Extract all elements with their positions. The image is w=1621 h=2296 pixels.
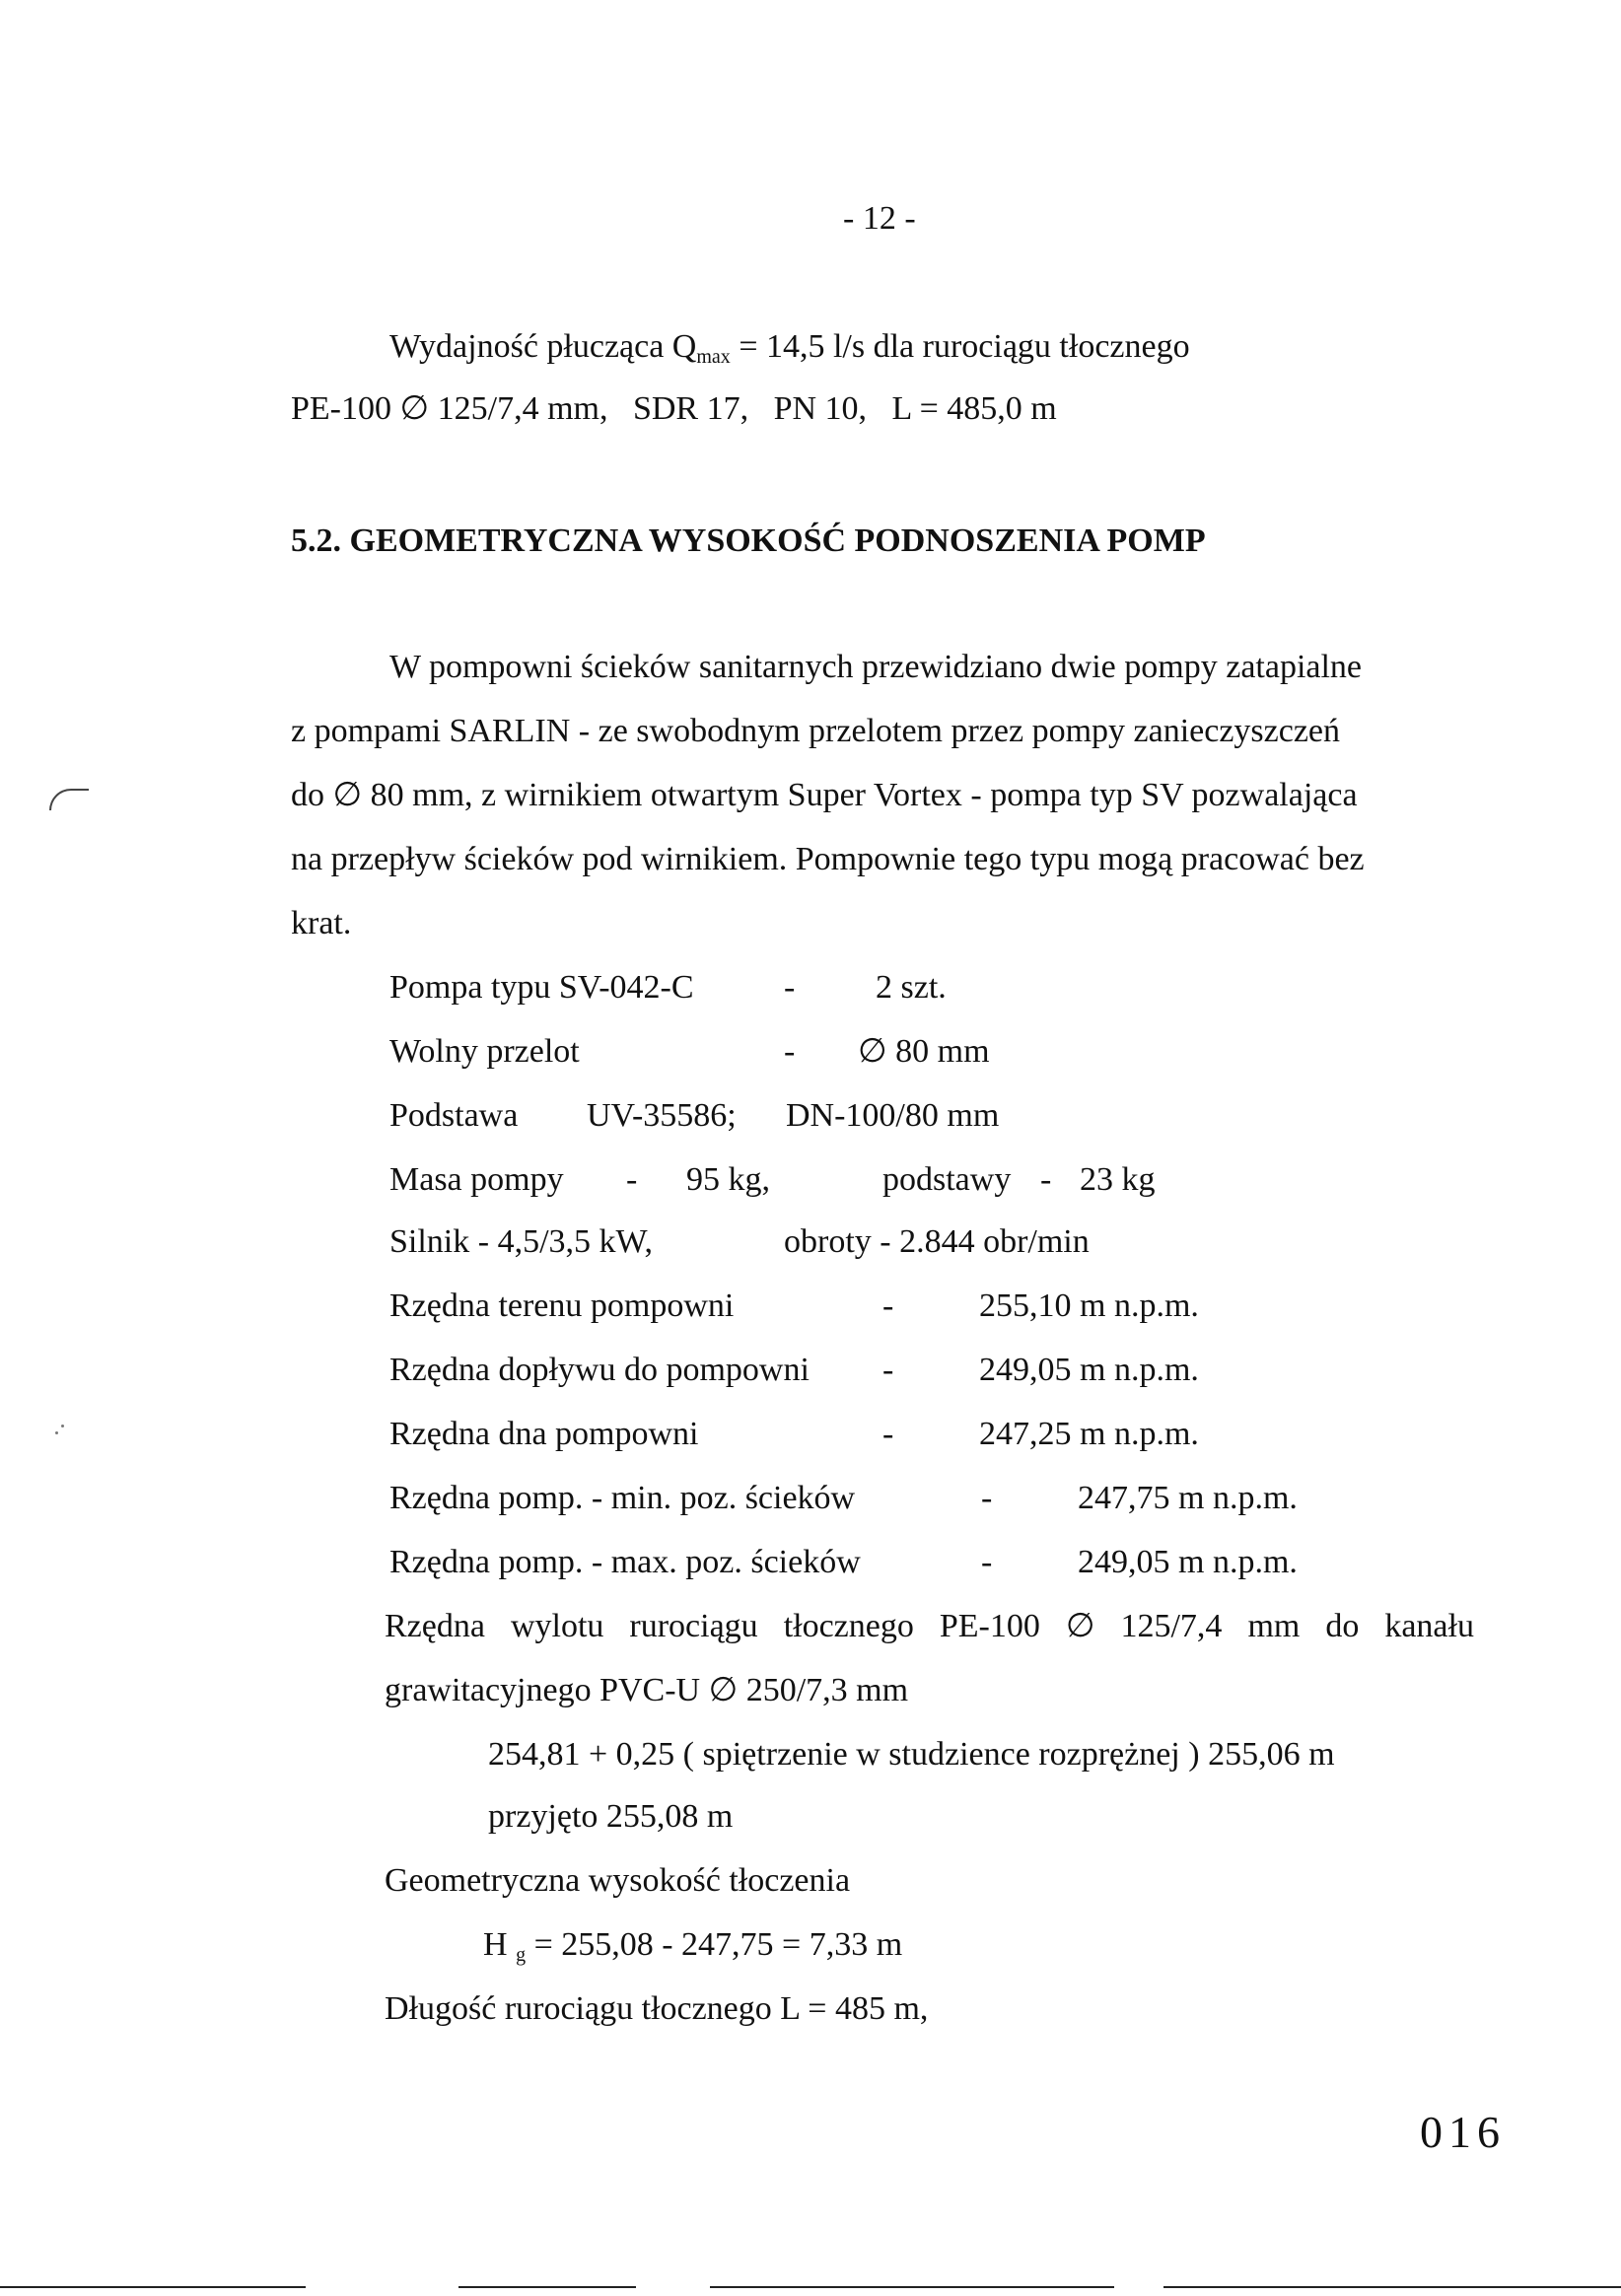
outlet-word: wylotu [510,1608,604,1644]
outlet-word: mm [1247,1608,1301,1644]
spec-mass-label: Masa pompy [389,1161,564,1198]
scan-line [710,2286,1114,2288]
spec-passage-dash: - [784,1033,796,1070]
spec-base-dn: DN-100/80 mm [786,1097,1000,1134]
spec-base-model: UV-35586; [587,1097,737,1134]
spec-min-level-value: 247,75 m n.p.m. [1078,1480,1298,1516]
spec-terrain-dash: - [882,1287,894,1324]
flow-line-2: PE-100 ∅ 125/7,4 mm, SDR 17, PN 10, L = 485,0 m [291,390,1057,427]
section-heading: 5.2. GEOMETRYCZNA WYSOKOŚĆ PODNOSZENIA POMP [291,522,1206,559]
spec-terrain-label: Rzędna terenu pompowni [389,1287,735,1324]
geometric-formula [483,1928,902,1965]
spec-bottom-label: Rzędna dna pompowni [389,1416,699,1452]
spec-inflow-label: Rzędna dopływu do pompowni [389,1352,810,1388]
outlet-line-2: grawitacyjnego PVC-U ∅ 250/7,3 mm [385,1672,909,1708]
spec-passage-label: Wolny przelot [389,1033,580,1070]
outlet-word: Rzędna [385,1608,485,1644]
spec-inflow-value: 249,05 m n.p.m. [979,1352,1199,1388]
formula-h: H [483,1926,508,1963]
scan-line [0,2286,306,2288]
spec-terrain-value: 255,10 m n.p.m. [979,1287,1199,1324]
margin-mark [49,789,89,810]
scan-dot [55,1431,58,1434]
spec-max-level-label: Rzędna pomp. - max. poz. ścieków [389,1544,861,1580]
outlet-line-1 [385,1610,1474,1643]
outlet-word: ∅ [1065,1608,1095,1644]
outlet-word: 125/7,4 [1120,1608,1223,1644]
footer-code: 016 [1420,2107,1506,2157]
spec-base-label: Podstawa [389,1097,519,1134]
spec-pump-type-value: 2 szt. [876,969,947,1006]
paragraph-line-2: z pompami SARLIN - ze swobodnym przelotem przez pompy zanieczyszczeń [291,713,1341,749]
flow-line-1-post: = 14,5 l/s dla rurociągu tłocznego [730,328,1190,365]
scan-dot [61,1425,64,1427]
flow-line-1 [389,330,1190,367]
spec-bottom-value: 247,25 m n.p.m. [979,1416,1199,1452]
spec-motor-label: Silnik - 4,5/3,5 kW, [389,1223,653,1260]
paragraph-line-1: W pompowni ścieków sanitarnych przewidziano dwie pompy zatapialne [389,649,1363,685]
scan-line [1163,2286,1621,2288]
flow-line-1-pre: Wydajność płucząca Q [389,328,697,365]
page-number: - 12 - [843,200,916,237]
paragraph-line-5: krat. [291,905,352,941]
outlet-word: kanału [1384,1608,1474,1644]
spec-min-level-dash: - [981,1480,993,1516]
outlet-calc: 254,81 + 0,25 ( spiętrzenie w studzience rozprężnej ) 255,06 m [488,1736,1335,1773]
outlet-word: tłocznego [783,1608,914,1644]
outlet-word: do [1325,1608,1360,1644]
spec-inflow-dash: - [882,1352,894,1388]
spec-min-level-label: Rzędna pomp. - min. poz. ścieków [389,1480,856,1516]
scan-line [458,2286,636,2288]
formula-rest: = 255,08 - 247,75 = 7,33 m [526,1926,903,1963]
spec-pump-type-dash: - [784,969,796,1006]
paragraph-line-3: do ∅ 80 mm, z wirnikiem otwartym Super Vortex - pompa typ SV pozwalająca [291,777,1358,813]
spec-base-mass-label: podstawy [882,1161,1012,1198]
formula-sub: g [516,1944,527,1966]
outlet-word: rurociągu [629,1608,758,1644]
spec-pump-type-label: Pompa typu SV-042-C [389,969,694,1006]
spec-rpm-label: obroty - 2.844 obr/min [784,1223,1090,1260]
spec-max-level-dash: - [981,1544,993,1580]
geometric-label: Geometryczna wysokość tłoczenia [385,1862,851,1899]
paragraph-line-4: na przepływ ścieków pod wirnikiem. Pompownie tego typu mogą pracować bez [291,841,1365,877]
spec-bottom-dash: - [882,1416,894,1452]
spec-passage-value: ∅ 80 mm [858,1033,990,1070]
flow-line-1-sub: max [696,346,731,368]
outlet-word: PE-100 [939,1608,1040,1644]
outlet-adopted: przyjęto 255,08 m [488,1798,734,1835]
spec-mass-dash: - [626,1161,638,1198]
spec-mass-value: 95 kg, [686,1161,770,1198]
pipe-length: Długość rurociągu tłocznego L = 485 m, [385,1990,929,2027]
spec-max-level-value: 249,05 m n.p.m. [1078,1544,1298,1580]
spec-base-mass-dash: - [1040,1161,1052,1198]
spec-base-mass-value: 23 kg [1080,1161,1156,1198]
